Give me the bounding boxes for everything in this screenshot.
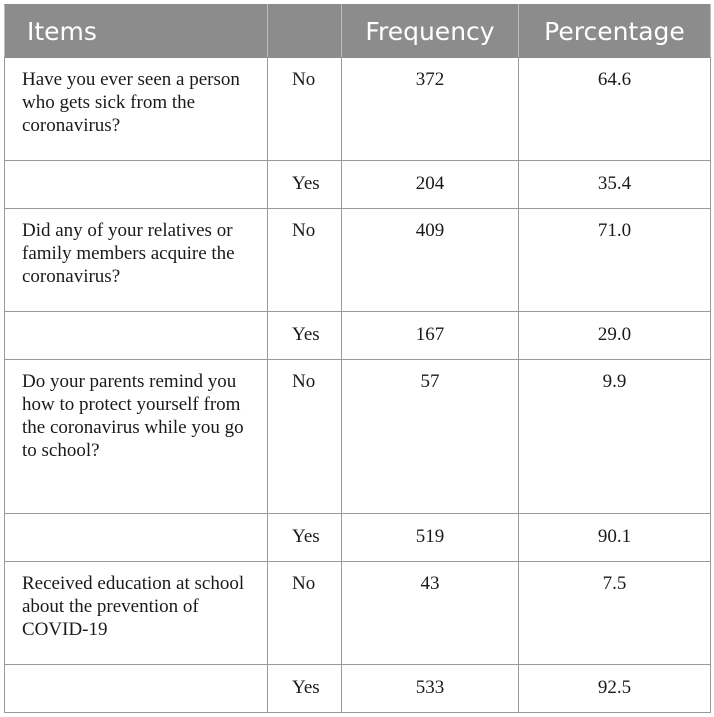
frequency-cell: 533 [342, 665, 519, 713]
header-items: Items [5, 5, 268, 58]
frequency-cell: 372 [342, 58, 519, 161]
frequency-cell: 519 [342, 514, 519, 562]
frequency-cell: 43 [342, 562, 519, 665]
table-row [5, 562, 711, 665]
answer-cell: No [268, 58, 342, 161]
table-row [5, 58, 711, 161]
table-row [5, 360, 711, 514]
table-row [5, 665, 711, 713]
percentage-cell: 64.6 [519, 58, 711, 161]
answer-cell: No [268, 360, 342, 514]
survey-table [4, 4, 711, 713]
question-cell [5, 161, 268, 209]
answer-cell: Yes [268, 665, 342, 713]
percentage-cell: 35.4 [519, 161, 711, 209]
header-frequency: Frequency [342, 5, 519, 58]
answer-cell: Yes [268, 514, 342, 562]
answer-cell: No [268, 562, 342, 665]
answer-cell: Yes [268, 312, 342, 360]
question-cell [5, 665, 268, 713]
header-percentage: Percentage [519, 5, 711, 58]
frequency-cell: 204 [342, 161, 519, 209]
percentage-cell: 90.1 [519, 514, 711, 562]
header-answer [268, 5, 342, 58]
percentage-cell: 29.0 [519, 312, 711, 360]
frequency-cell: 167 [342, 312, 519, 360]
table-row [5, 209, 711, 312]
percentage-cell: 9.9 [519, 360, 711, 514]
header-row [5, 5, 711, 58]
question-cell [5, 312, 268, 360]
percentage-cell: 71.0 [519, 209, 711, 312]
answer-cell: No [268, 209, 342, 312]
percentage-cell: 92.5 [519, 665, 711, 713]
frequency-cell: 409 [342, 209, 519, 312]
question-cell: Received education at school about the prevention of COVID-19 [5, 562, 268, 665]
frequency-cell: 57 [342, 360, 519, 514]
question-cell [5, 514, 268, 562]
question-cell: Did any of your relatives or family members acquire the coronavirus? [5, 209, 268, 312]
answer-cell: Yes [268, 161, 342, 209]
table-row [5, 514, 711, 562]
table-row [5, 312, 711, 360]
question-cell: Have you ever seen a person who gets sick from the coronavirus? [5, 58, 268, 161]
question-cell: Do your parents remind you how to protect yourself from the coronavirus while you go to school? [5, 360, 268, 514]
table-row [5, 161, 711, 209]
percentage-cell: 7.5 [519, 562, 711, 665]
